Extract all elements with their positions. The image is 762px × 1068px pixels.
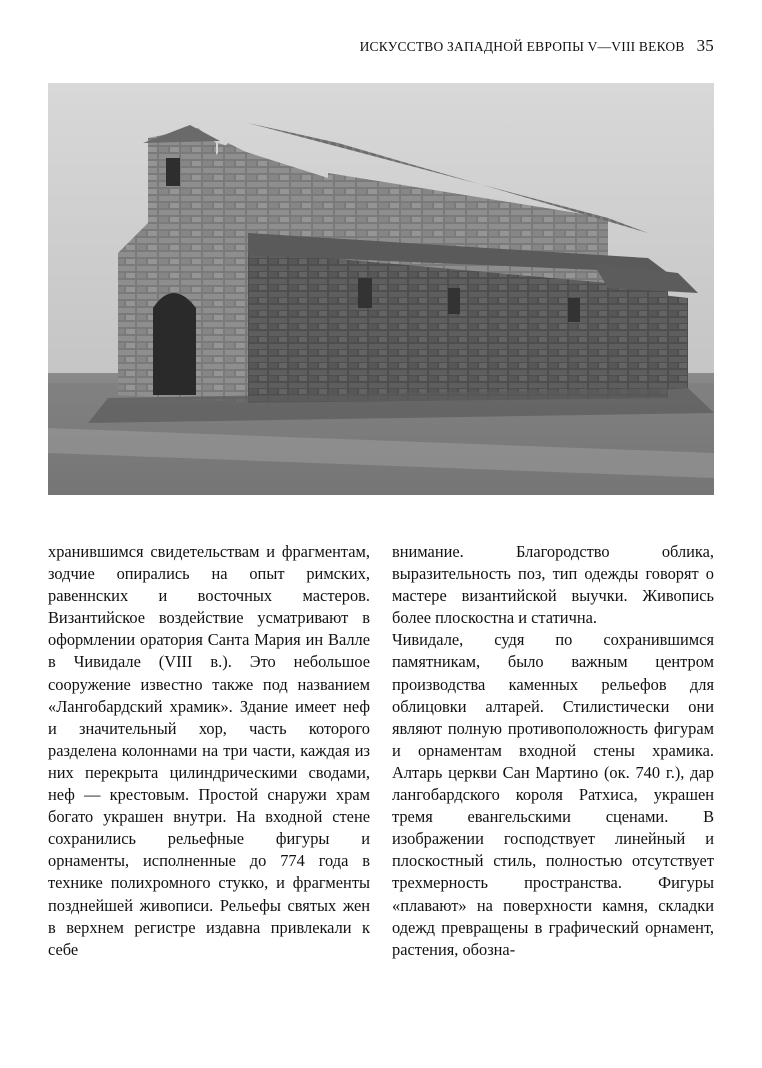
running-header — [48, 36, 714, 56]
church-photo — [48, 83, 714, 495]
text-column-right — [392, 541, 714, 961]
paragraph-end: внимание. Благородство облика, выразительность поз, тип одежды говорят о мастере византийской выучки. Живопись более плоскостна и статична. — [392, 542, 714, 628]
paragraph-continued: хранившимся свидетельствам и фрагментам, зодчие опирались на опыт римских, равеннских и восточных мастеров. Византийское воздействие усматривают в оформлении оратория Санта Мария ин Валле в Чивидале (VIII в.). Это небольшое сооружение известно также под названием «Лангобардский храмик». Здание имеет неф и значительный хор, часть которого разделена колоннами на три части, каждая из них перекрыта цилиндрическими сводами, неф — крестовым. Простой снаружи храм богато украшен внутри. На входной стене сохранились рельефные фигуры и орнаменты, исполненные до 774 года в технике полихромного стукко, и фрагменты позднейшей живописи. Рельефы святых жен в верхнем регистре издавна привлекали к себе — [48, 542, 370, 959]
page-number: 35 — [696, 36, 714, 55]
church-photo-icon — [48, 83, 714, 495]
text-column-left — [48, 541, 370, 961]
paragraph: Чивидале, судя по сохранившимся памятникам, было важным центром производства каменных рельефов для облицовки алтарей. Стилистически они являют полную противоположность фигурам и орнаментам входной стены храмика. Алтарь церкви Сан Мартино (ок. 740 г.), дар лангобардского короля Ратхиса, украшен тремя евангельскими сценами. В изображении господствует линейный и плоскостный стиль, полностью отсутствует трехмерность пространства. Фигуры «плавают» на поверхности камня, складки одежд превращены в графический орнамент, растения, обозна- — [392, 630, 714, 959]
running-title: ИСКУССТВО ЗАПАДНОЙ ЕВРОПЫ V—VIII ВЕКОВ — [359, 39, 685, 54]
